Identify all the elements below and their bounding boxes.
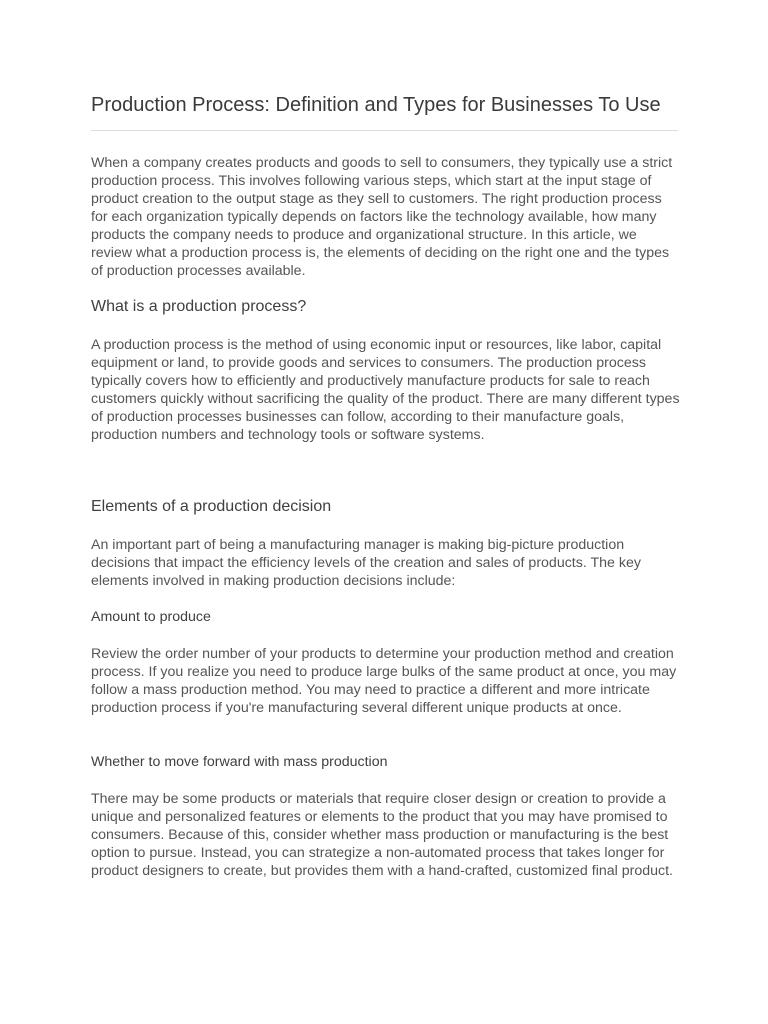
section-heading-elements: Elements of a production decision [91, 498, 332, 515]
title-divider [91, 130, 678, 131]
subsection-heading-amount: Amount to produce [91, 609, 211, 625]
section-body-elements: An important part of being a manufacturing manager is making big-picture production decisions that impact the efficiency levels of the creation and sales of products. The key elements involved in making production decisions include: [91, 537, 641, 589]
subsection-body-amount: Review the order number of your products to determine your production method and creation process. If you realize you need to produce large bulks of the same product at once, you may follow a mass production method. You may need to practice a different and more intricate production process if you're manufacturing several different unique products at once. [91, 646, 677, 716]
section-body-what-is: A production process is the method of using economic input or resources, like labor, capital equipment or land, to provide goods and services to consumers. The production process typically covers how to efficiently and productively manufacture products for sale to reach customers quickly without sacrificing the quality of the product. There are many different types of production processes businesses can follow, according to their manufacture goals, production numbers and technology tools or software systems. [91, 337, 680, 443]
article-title: Production Process: Definition and Types for Businesses To Use [91, 94, 661, 116]
intro-paragraph: When a company creates products and goods to sell to consumers, they typically use a strict production process. This involves following various steps, which start at the input stage of product creation to the output stage as they sell to customers. The right production process for each organization typically depends on factors like the technology available, how many products the company needs to produce and organizational structure. In this article, we review what a production process is, the elements of deciding on the right one and the types of production processes available. [91, 155, 673, 279]
subsection-body-mass-production: There may be some products or materials that require closer design or creation to provide a unique and personalized features or elements to the product that you may have promised to consumers. Because of this, consider whether mass production or manufacturing is the best option to pursue. Instead, you can strategize a non-automated process that takes longer for product designers to create, but provides them with a hand-crafted, customized final product. [91, 791, 673, 879]
section-heading-what-is: What is a production process? [91, 298, 307, 315]
subsection-heading-mass-production: Whether to move forward with mass production [91, 754, 388, 770]
